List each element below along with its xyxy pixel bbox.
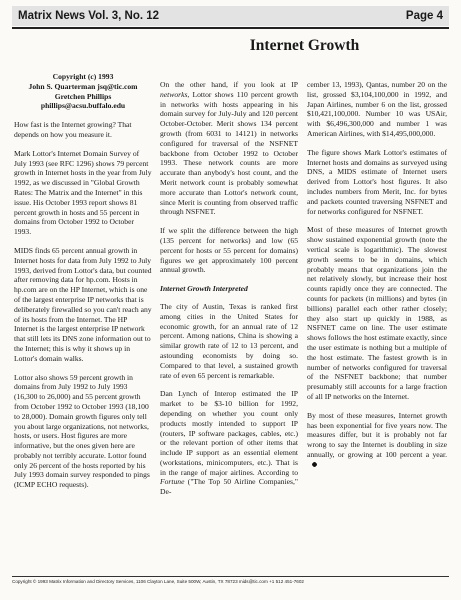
footer-rule bbox=[12, 576, 449, 577]
paragraph: cember 13, 1993), Qantas, number 20 on the list, grossed $3,104,100,000 in 1992, and Japan Airlines, number 6 on the list, grossed $10,421,100,000. Number 10 was USAir, with $6,496,300,000 and number 1 was American Airlines, with $14,495,000,000. bbox=[307, 80, 447, 138]
paragraph: Lottor also shows 59 percent growth in domains from July 1992 to July 1993 (16,300 to 26,000) and 55 percent growth from October 1992 to October 1993 (18,100 to 28,000). Domain growth figures only tell you about large organizations, not networks, hosts, or users. Host figures are more informative, but the ones given here are probably not terribly accurate. Lottor found only 26 percent of the hosts reported by his July 1993 domain survey responded to pings (ICMP ECHO requests). bbox=[14, 372, 150, 490]
byline-email-2: phillips@acsu.buffalo.edu bbox=[40, 101, 126, 111]
paragraph: The figure shows Mark Lottor's estimates of Internet hosts and domains as surveyed using DNS, a MIDS estimate of Internet users derived from Lottor's host figures. It also includes numbers from Merit, Inc. for bytes and packets counted traversing NSFNET and for networks configured for NSFNET. bbox=[307, 147, 447, 216]
text-run: By most of these measures, Internet growth has been exponential for five years now. The measures differ, but it is probably not far wrong to say the Internet is doubling in size annually, or growing at 100 percent a year. bbox=[307, 410, 447, 459]
paragraph: Mark Lottor's Internet Domain Survey of July 1993 (see RFC 1296) shows 79 percent growth in Internet hosts in the year from July 1992, as we discussed in "Global Growth Rates: The Matrix and the Internet" in this issue. His October 1993 report shows 81 percent growth in hosts and 55 percent in domains from October 1992 to October 1993. bbox=[14, 148, 152, 237]
text-run: ("The Top 50 Airline Companies," De- bbox=[160, 477, 298, 497]
issue-label: Matrix News Vol. 3, No. 12 bbox=[18, 10, 160, 22]
text-run: On the other hand, if you look at IP bbox=[160, 80, 298, 89]
paragraph: How fast is the Internet growing? That depends on how you measure it. bbox=[14, 120, 132, 139]
byline-author-2: Gretchen Phillips bbox=[54, 91, 112, 101]
paragraph bbox=[307, 411, 447, 470]
paragraph: Most of these measures of Internet growth show sustained exponential growth (note the vertical scale is logarithmic). The slowest growth seems to be in domains, which probably means that organizations join the net relatively slowly, but increase their host counts rapidly once they are connected. The counts for packets (in millions) and bytes (in billions) parallel each other rather closely; they also start up quickly in 1988, as NSFNET came on line. The user estimate shows follows the host estimate exactly, since the user estimate is nothing but a multiple of the host estimate. The fastest growth is in number of networks configured for traversal of the NSFNET backbone; that number presumably still accounts for a large fraction of all IP networks on the Internet. bbox=[307, 225, 447, 401]
section-subhead: Internet Growth Interpreted bbox=[160, 284, 248, 294]
byline-author-1: John S. Quarterman jsq@tic.com bbox=[28, 81, 138, 91]
end-of-article-icon bbox=[311, 461, 318, 468]
masthead-rule bbox=[12, 27, 449, 29]
masthead-bar bbox=[12, 6, 449, 26]
byline-copyright: Copyright (c) 1993 bbox=[52, 72, 114, 81]
text-run: Dan Lynch of Interop estimated the IP market to be $3-10 billion for 1992, depending on whether you count only products mostly intended to support IP (routers, IP software packages, cables, etc.) or the relevant portion of other items that include IP support as an essential element (workstations, minicomputers, etc.). That is in the range of major airlines. According to bbox=[160, 389, 298, 477]
page-number: Page 4 bbox=[405, 10, 443, 22]
column-2 bbox=[160, 80, 298, 506]
column-1 bbox=[14, 72, 152, 499]
column-3 bbox=[307, 80, 447, 478]
footer-copyright: Copyright © 1993 Matrix Information and Directory Services, 1106 Clayton Lane, Suite 500W, Austin, TX 78723 mids@tic.com +1 512 451-7602 bbox=[12, 579, 304, 584]
emphasis: Fortune bbox=[160, 477, 185, 487]
paragraph: The city of Austin, Texas is ranked first among cities in the United States for economic growth, for an annual rate of 12 percent. Among nations, China is showing a similar growth rate of 12 to 13 percent, and astounding economists by doing so. Compared to that level, a sustained growth rate of even 65 percent is remarkable. bbox=[160, 301, 298, 380]
paragraph bbox=[160, 80, 298, 217]
paragraph: MIDS finds 65 percent annual growth in Internet hosts for data from July 1992 to July 1993, derived from Lottor's data, but counted after removing data for hp.com. Hosts in hp.com are on the HP Internet, which is one of the largest enterprise IP networks that is deliberately firewalled so you can't reach any of its hosts from the Internet. The HP Internet is the largest enterprise IP network that still lets its DNS zone information out to the Internet; this is why it shows up in Lottor's domain walks. bbox=[14, 245, 152, 363]
paragraph: If we split the difference between the high (135 percent for networks) and low (65 percent for hosts or 55 percent for domains) figures we get approximately 100 percent annual growth. bbox=[160, 226, 298, 275]
text-run: , Lottor shows 110 percent growth in networks with hosts appearing in his domain survey for July-July and 120 percent October-October. Merit shows 134 percent growth (from 6031 to 14121) in networks configured for traversal of the NSFNET backbone from October 1992 to October 1993. These network counts are more accurate than anybody's host count, and the Merit network count is probably somewhat more accurate than Lottor's network count, since Merit is counting from observed traffic through NSFNET. bbox=[160, 89, 298, 217]
byline bbox=[14, 72, 152, 111]
paragraph bbox=[160, 389, 298, 497]
emphasis: networks bbox=[160, 89, 188, 99]
article-title: Internet Growth bbox=[249, 37, 360, 54]
